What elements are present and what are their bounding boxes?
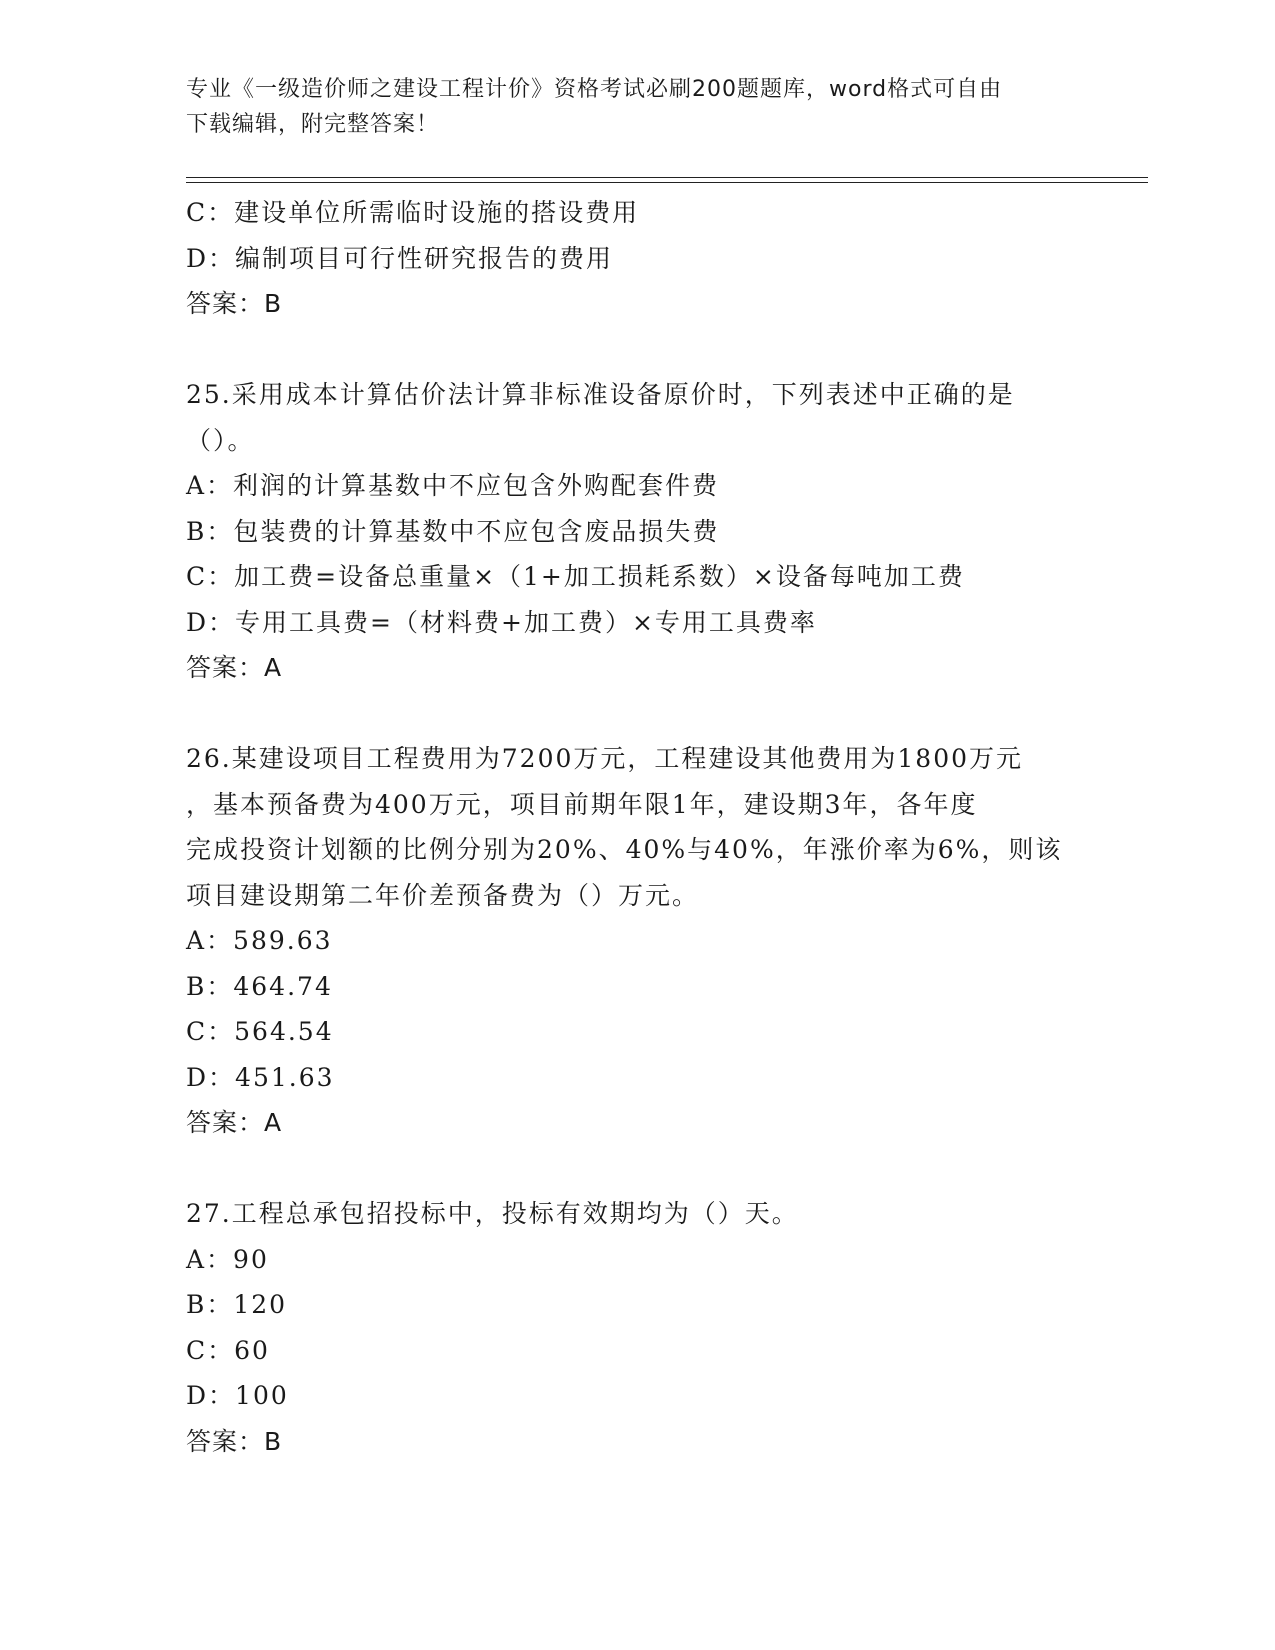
question-text-line: ，基本预备费为400万元，项目前期年限1年，建设期3年，各年度 bbox=[186, 789, 978, 819]
option-b: B：120 bbox=[186, 1290, 288, 1319]
answer: 答案：B bbox=[186, 289, 283, 318]
option-c: C：564.54 bbox=[186, 1017, 334, 1046]
question-text-line: 26.某建设项目工程费用为7200万元，工程建设其他费用为1800万元 bbox=[186, 744, 1024, 773]
question-text-line: （）。 bbox=[186, 425, 255, 455]
option-a: A：90 bbox=[186, 1244, 269, 1274]
header-line-2: 下载编辑，附完整答案！ bbox=[186, 112, 440, 137]
answer: 答案：A bbox=[186, 653, 283, 682]
option-d: D：专用工具费=（材料费+加工费）×专用工具费率 bbox=[186, 607, 817, 637]
question-text-line: 项目建设期第二年价差预备费为（）万元。 bbox=[186, 880, 700, 910]
header-divider-top bbox=[186, 177, 1148, 178]
option-d: D：100 bbox=[186, 1381, 289, 1410]
option-c: C：加工费=设备总重量×（1+加工损耗系数）×设备每吨加工费 bbox=[186, 562, 965, 591]
option-c: C：60 bbox=[186, 1335, 270, 1365]
option-d: D：编制项目可行性研究报告的费用 bbox=[186, 243, 614, 273]
question-text-line: 27.工程总承包招投标中，投标有效期均为（）天。 bbox=[186, 1199, 799, 1228]
option-d: D：451.63 bbox=[186, 1062, 335, 1092]
spacer bbox=[186, 327, 1086, 373]
question-27 bbox=[186, 1191, 1086, 1464]
question-26 bbox=[186, 736, 1086, 1146]
option-b: B：包装费的计算基数中不应包含废品损失费 bbox=[186, 516, 720, 546]
document-header bbox=[186, 72, 1066, 142]
header-line-1: 专业《一级造价师之建设工程计价》资格考试必刷200题题库，word格式可自由 bbox=[186, 77, 1003, 102]
header-divider-bottom bbox=[186, 182, 1148, 183]
question-25 bbox=[186, 372, 1086, 691]
option-a: A：利润的计算基数中不应包含外购配套件费 bbox=[186, 471, 720, 500]
option-a: A：589.63 bbox=[186, 926, 333, 955]
question-list bbox=[186, 190, 1086, 1464]
question-text-line: 25.采用成本计算估价法计算非标准设备原价时，下列表述中正确的是 bbox=[186, 380, 1015, 409]
spacer bbox=[186, 691, 1086, 737]
answer: 答案：A bbox=[186, 1108, 283, 1137]
prev-question bbox=[186, 190, 1086, 327]
answer: 答案：B bbox=[186, 1426, 283, 1456]
question-text-line: 完成投资计划额的比例分别为20%、40%与40%，年涨价率为6%，则该 bbox=[186, 835, 1063, 864]
spacer bbox=[186, 1146, 1086, 1192]
option-c: C：建设单位所需临时设施的搭设费用 bbox=[186, 198, 640, 227]
option-b: B：464.74 bbox=[186, 971, 333, 1001]
